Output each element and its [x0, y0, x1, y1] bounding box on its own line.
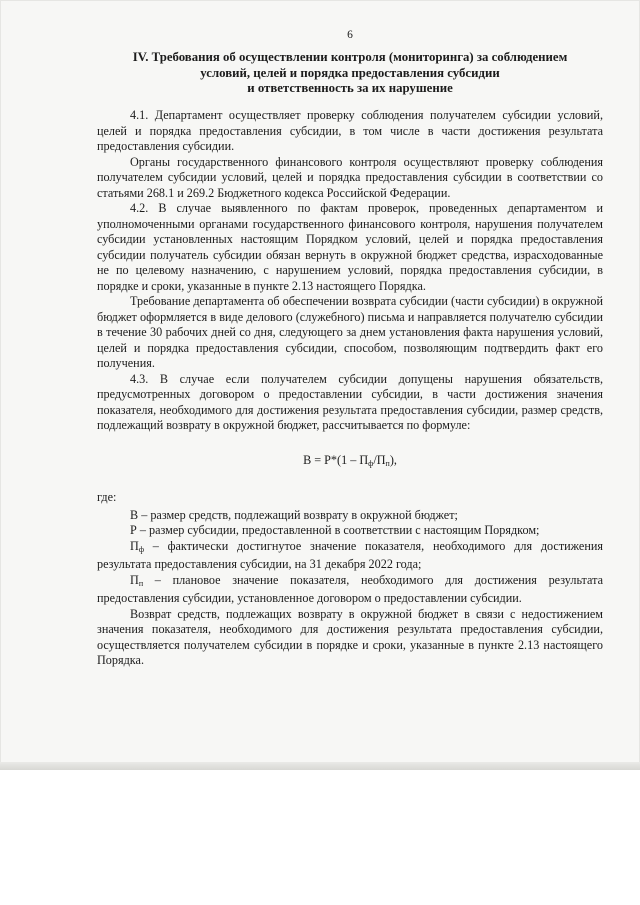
definition-text: – фактически достигнутое значение показателя, необходимого для достижения результата предоставления субсидии, на 31 декабря 2022 года;	[97, 538, 603, 571]
definition-text: – плановое значение показателя, необходимого для достижения результата предоставления субсидии, установленное договором о предоставлении субсидии.	[97, 572, 603, 605]
page-number: 6	[347, 29, 353, 41]
formula-suffix: ),	[389, 452, 397, 467]
definition-symbol: Р	[130, 523, 137, 537]
definition-text: – размер субсидии, предоставленной в соответствии с настоящим Порядком;	[136, 523, 540, 537]
formula-sub-fact: ф	[368, 458, 374, 468]
definition-symbol: В	[130, 507, 139, 522]
paragraph-refund-request: Требование департамента об обеспечении возврата субсидии (части субсидии) в окружной бюджет оформляется в виде делового (служебного) письма и направляется получателю субсидии в течение 30 рабочих дней со дня, следующего за днем установления факта нарушения условий, целей и порядка предоставления субсидии, способом, позволяющим подтвердить факт его получения.	[97, 294, 603, 370]
where-label: где:	[97, 490, 117, 504]
paragraph-4-2: 4.2. В случае выявленного по фактам проверок, проведенных департаментом и уполномоченными органами государственного финансового контроля, нарушения получателем субсидии установленных настоящим Порядком условий, целей и порядка предоставления субсидии получатель субсидии обязан вернуть в окружной бюджет средства, израсходованные не по целевому назначению, с нарушением условий, порядка предоставления субсидии, в порядке и сроки, указанные в пункте 2.13 настоящего Порядка.	[97, 201, 603, 293]
formula-mid: /П	[373, 452, 386, 467]
definition-p	[97, 523, 603, 539]
document-body	[97, 108, 603, 669]
definition-p-fact	[97, 539, 603, 573]
paragraph-4-3: 4.3. В случае если получателем субсидии допущены нарушения обязательств, предусмотренных договором о предоставлении субсидии, в части достижения значения показателя, необходимого для достижения результата предоставления субсидии, размер средств, подлежащий возврату в окружной бюджет, рассчитывается по формуле:	[97, 371, 603, 432]
section-title	[97, 50, 603, 97]
definition-symbol: П	[130, 572, 139, 587]
definition-subscript: ф	[138, 544, 144, 554]
paragraph-closing: Возврат средств, подлежащих возврату в окружной бюджет в связи с недостижением значения показателя, необходимого для достижения результата предоставления субсидии, осуществляется получателем субсидии в порядке и сроки, указанные в пункте 2.13 настоящего Порядка.	[97, 606, 603, 667]
definition-symbol: П	[130, 538, 139, 553]
definition-text: – размер средств, подлежащий возврату в окружной бюджет;	[138, 507, 458, 522]
paragraph-financial-control: Органы государственного финансового контроля осуществляют проверку соблюдения получателем субсидии условий, целей и порядка предоставления субсидии в соответствии со статьями 268.1 и 269.2 Бюджетного кодекса Российской Федерации.	[97, 154, 603, 200]
definition-subscript: п	[138, 578, 144, 588]
formula-sub-plan: п	[385, 458, 390, 468]
definition-b	[97, 508, 603, 524]
formula-prefix: В = Р*(1 – П	[303, 452, 369, 467]
paragraph-4-1: 4.1. Департамент осуществляет проверку соблюдения получателем субсидии условий, целей и порядка предоставления субсидии, в том числе в части достижения результата предоставления субсидии.	[97, 108, 603, 153]
section-title-line-2: условий, целей и порядка предоставления субсидии	[200, 65, 500, 80]
formula	[97, 453, 603, 472]
section-title-line-1: IV. Требования об осуществлении контроля (мониторинга) за соблюдением	[132, 50, 568, 64]
definition-p-plan	[97, 573, 603, 607]
section-title-line-3: и ответственность за их нарушение	[247, 81, 453, 96]
